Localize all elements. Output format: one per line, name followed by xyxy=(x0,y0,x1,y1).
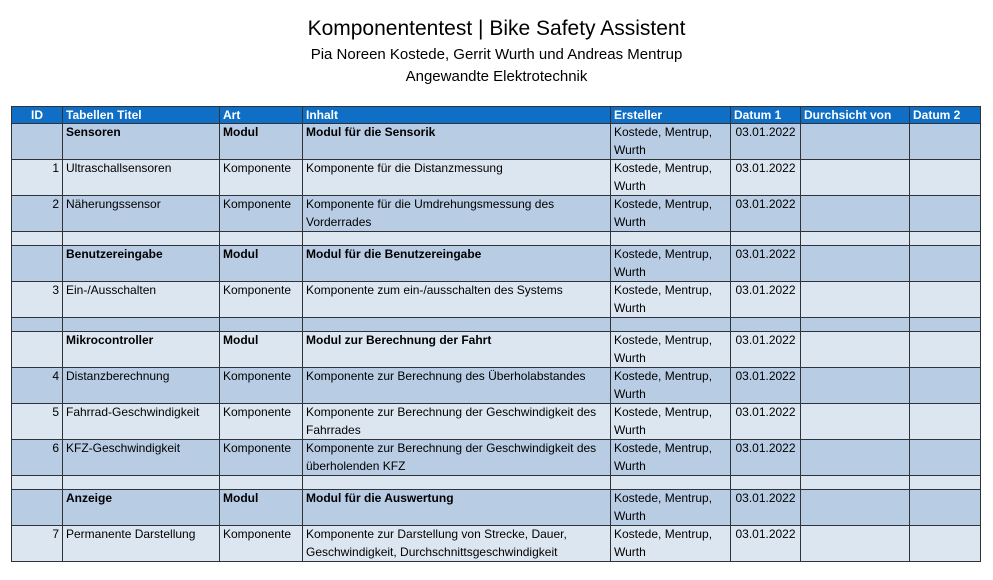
title-cell[interactable]: KFZ-Geschwindigkeit xyxy=(63,440,220,476)
module-row xyxy=(12,246,981,282)
datum-2-cell[interactable] xyxy=(910,490,981,526)
column-header-id[interactable]: ID xyxy=(12,107,63,124)
id-cell[interactable] xyxy=(12,490,63,526)
inhalt-cell[interactable]: Komponente für die Umdrehungsmessung des Vorderrades xyxy=(303,196,611,232)
component-row xyxy=(12,196,981,232)
title-cell[interactable]: Anzeige xyxy=(63,490,220,526)
spacer-cell[interactable] xyxy=(611,476,731,490)
column-header-datum-2[interactable]: Datum 2 xyxy=(910,107,981,124)
ersteller-cell[interactable]: Kostede, Mentrup, Wurth xyxy=(611,404,731,440)
art-cell[interactable]: Modul xyxy=(220,124,303,160)
durchsicht-cell[interactable] xyxy=(801,124,910,160)
spacer-cell[interactable] xyxy=(12,476,63,490)
durchsicht-cell[interactable] xyxy=(801,160,910,196)
spacer-row xyxy=(12,476,981,490)
spacer-cell[interactable] xyxy=(731,318,801,332)
ersteller-cell[interactable]: Kostede, Mentrup, Wurth xyxy=(611,526,731,562)
spacer-cell[interactable] xyxy=(12,232,63,246)
spacer-cell[interactable] xyxy=(910,232,981,246)
spacer-cell[interactable] xyxy=(731,476,801,490)
component-row xyxy=(12,368,981,404)
column-header-titel[interactable]: Tabellen Titel xyxy=(63,107,220,124)
spacer-cell[interactable] xyxy=(611,318,731,332)
page-title: Komponententest | Bike Safety Assistent xyxy=(307,17,686,40)
datum-1-cell[interactable]: 03.01.2022 xyxy=(731,332,801,368)
id-cell[interactable]: 6 xyxy=(12,440,63,476)
component-row xyxy=(12,282,981,318)
title-cell[interactable]: Ultraschallsensoren xyxy=(63,160,220,196)
id-cell[interactable]: 3 xyxy=(12,282,63,318)
component-table xyxy=(11,106,981,562)
ersteller-cell[interactable]: Kostede, Mentrup, Wurth xyxy=(611,332,731,368)
spacer-cell[interactable] xyxy=(801,318,910,332)
component-row xyxy=(12,440,981,476)
spacer-cell[interactable] xyxy=(910,318,981,332)
id-cell[interactable]: 5 xyxy=(12,404,63,440)
spacer-cell[interactable] xyxy=(801,232,910,246)
art-cell[interactable]: Komponente xyxy=(220,196,303,232)
inhalt-cell[interactable]: Komponente zur Darstellung von Strecke, Dauer, Geschwindigkeit, Durchschnittsgeschwindigkeit xyxy=(303,526,611,562)
art-cell[interactable]: Komponente xyxy=(220,404,303,440)
inhalt-cell[interactable]: Modul für die Benutzereingabe xyxy=(303,246,611,282)
inhalt-cell[interactable]: Komponente zur Berechnung der Geschwindigkeit des überholenden KFZ xyxy=(303,440,611,476)
datum-2-cell[interactable] xyxy=(910,160,981,196)
datum-2-cell[interactable] xyxy=(910,332,981,368)
inhalt-cell[interactable]: Komponente zur Berechnung des Überholabstandes xyxy=(303,368,611,404)
inhalt-cell[interactable]: Modul für die Auswertung xyxy=(303,490,611,526)
durchsicht-cell[interactable] xyxy=(801,246,910,282)
datum-1-cell[interactable]: 03.01.2022 xyxy=(731,490,801,526)
id-cell[interactable]: 2 xyxy=(12,196,63,232)
spacer-cell[interactable] xyxy=(303,476,611,490)
art-cell[interactable]: Komponente xyxy=(220,440,303,476)
module-row xyxy=(12,490,981,526)
datum-2-cell[interactable] xyxy=(910,196,981,232)
module-row xyxy=(12,332,981,368)
durchsicht-cell[interactable] xyxy=(801,368,910,404)
ersteller-cell[interactable]: Kostede, Mentrup, Wurth xyxy=(611,368,731,404)
ersteller-cell[interactable]: Kostede, Mentrup, Wurth xyxy=(611,440,731,476)
id-cell[interactable]: 7 xyxy=(12,526,63,562)
spacer-cell[interactable] xyxy=(303,232,611,246)
art-cell[interactable]: Komponente xyxy=(220,526,303,562)
table-body xyxy=(12,124,981,562)
datum-2-cell[interactable] xyxy=(910,526,981,562)
ersteller-cell[interactable]: Kostede, Mentrup, Wurth xyxy=(611,246,731,282)
art-cell[interactable]: Komponente xyxy=(220,282,303,318)
durchsicht-cell[interactable] xyxy=(801,196,910,232)
column-header-durchsicht[interactable]: Durchsicht von xyxy=(801,107,910,124)
department-line: Angewandte Elektrotechnik xyxy=(405,68,588,85)
spacer-cell[interactable] xyxy=(303,318,611,332)
title-cell[interactable]: Benutzereingabe xyxy=(63,246,220,282)
spacer-cell[interactable] xyxy=(63,476,220,490)
column-header-inhalt[interactable]: Inhalt xyxy=(303,107,611,124)
datum-2-cell[interactable] xyxy=(910,440,981,476)
spacer-row xyxy=(12,318,981,332)
art-cell[interactable]: Komponente xyxy=(220,368,303,404)
inhalt-cell[interactable]: Modul zur Berechnung der Fahrt xyxy=(303,332,611,368)
table-header-row xyxy=(12,107,981,124)
datum-1-cell[interactable]: 03.01.2022 xyxy=(731,246,801,282)
ersteller-cell[interactable]: Kostede, Mentrup, Wurth xyxy=(611,196,731,232)
inhalt-cell[interactable]: Komponente zum ein-/ausschalten des Systems xyxy=(303,282,611,318)
column-header-ersteller[interactable]: Ersteller xyxy=(611,107,731,124)
spacer-cell[interactable] xyxy=(611,232,731,246)
component-row xyxy=(12,160,981,196)
inhalt-cell[interactable]: Modul für die Sensorik xyxy=(303,124,611,160)
authors-line: Pia Noreen Kostede, Gerrit Wurth und Andreas Mentrup xyxy=(310,46,683,63)
spacer-cell[interactable] xyxy=(801,476,910,490)
durchsicht-cell[interactable] xyxy=(801,440,910,476)
datum-2-cell[interactable] xyxy=(910,368,981,404)
datum-1-cell[interactable]: 03.01.2022 xyxy=(731,196,801,232)
durchsicht-cell[interactable] xyxy=(801,332,910,368)
art-cell[interactable]: Modul xyxy=(220,246,303,282)
datum-1-cell[interactable]: 03.01.2022 xyxy=(731,160,801,196)
id-cell[interactable] xyxy=(12,246,63,282)
title-cell[interactable]: Distanzberechnung xyxy=(63,368,220,404)
module-row xyxy=(12,124,981,160)
title-cell[interactable]: Sensoren xyxy=(63,124,220,160)
art-cell[interactable]: Modul xyxy=(220,490,303,526)
datum-2-cell[interactable] xyxy=(910,246,981,282)
spacer-cell[interactable] xyxy=(12,318,63,332)
durchsicht-cell[interactable] xyxy=(801,526,910,562)
inhalt-cell[interactable]: Komponente für die Distanzmessung xyxy=(303,160,611,196)
id-cell[interactable]: 1 xyxy=(12,160,63,196)
component-row xyxy=(12,526,981,562)
title-cell[interactable]: Permanente Darstellung xyxy=(63,526,220,562)
durchsicht-cell[interactable] xyxy=(801,490,910,526)
datum-2-cell[interactable] xyxy=(910,124,981,160)
ersteller-cell[interactable]: Kostede, Mentrup, Wurth xyxy=(611,490,731,526)
datum-1-cell[interactable]: 03.01.2022 xyxy=(731,440,801,476)
spacer-cell[interactable] xyxy=(63,318,220,332)
document-header xyxy=(0,14,993,88)
id-cell[interactable] xyxy=(12,124,63,160)
durchsicht-cell[interactable] xyxy=(801,404,910,440)
datum-1-cell[interactable]: 03.01.2022 xyxy=(731,526,801,562)
spacer-row xyxy=(12,232,981,246)
spacer-cell[interactable] xyxy=(731,232,801,246)
id-cell[interactable]: 4 xyxy=(12,368,63,404)
spacer-cell[interactable] xyxy=(220,232,303,246)
spacer-cell[interactable] xyxy=(63,232,220,246)
datum-1-cell[interactable]: 03.01.2022 xyxy=(731,124,801,160)
title-cell[interactable]: Ein-/Ausschalten xyxy=(63,282,220,318)
ersteller-cell[interactable]: Kostede, Mentrup, Wurth xyxy=(611,160,731,196)
column-header-datum-1[interactable]: Datum 1 xyxy=(731,107,801,124)
art-cell[interactable]: Modul xyxy=(220,332,303,368)
inhalt-cell[interactable]: Komponente zur Berechnung der Geschwindigkeit des Fahrrades xyxy=(303,404,611,440)
id-cell[interactable] xyxy=(12,332,63,368)
spacer-cell[interactable] xyxy=(220,476,303,490)
datum-1-cell[interactable]: 03.01.2022 xyxy=(731,404,801,440)
spacer-cell[interactable] xyxy=(910,476,981,490)
datum-1-cell[interactable]: 03.01.2022 xyxy=(731,368,801,404)
datum-2-cell[interactable] xyxy=(910,404,981,440)
title-cell[interactable]: Fahrrad-Geschwindigkeit xyxy=(63,404,220,440)
datum-2-cell[interactable] xyxy=(910,282,981,318)
ersteller-cell[interactable]: Kostede, Mentrup, Wurth xyxy=(611,282,731,318)
column-header-art[interactable]: Art xyxy=(220,107,303,124)
art-cell[interactable]: Komponente xyxy=(220,160,303,196)
component-row xyxy=(12,404,981,440)
title-cell[interactable]: Mikrocontroller xyxy=(63,332,220,368)
ersteller-cell[interactable]: Kostede, Mentrup, Wurth xyxy=(611,124,731,160)
datum-1-cell[interactable]: 03.01.2022 xyxy=(731,282,801,318)
title-cell[interactable]: Näherungssensor xyxy=(63,196,220,232)
durchsicht-cell[interactable] xyxy=(801,282,910,318)
spacer-cell[interactable] xyxy=(220,318,303,332)
